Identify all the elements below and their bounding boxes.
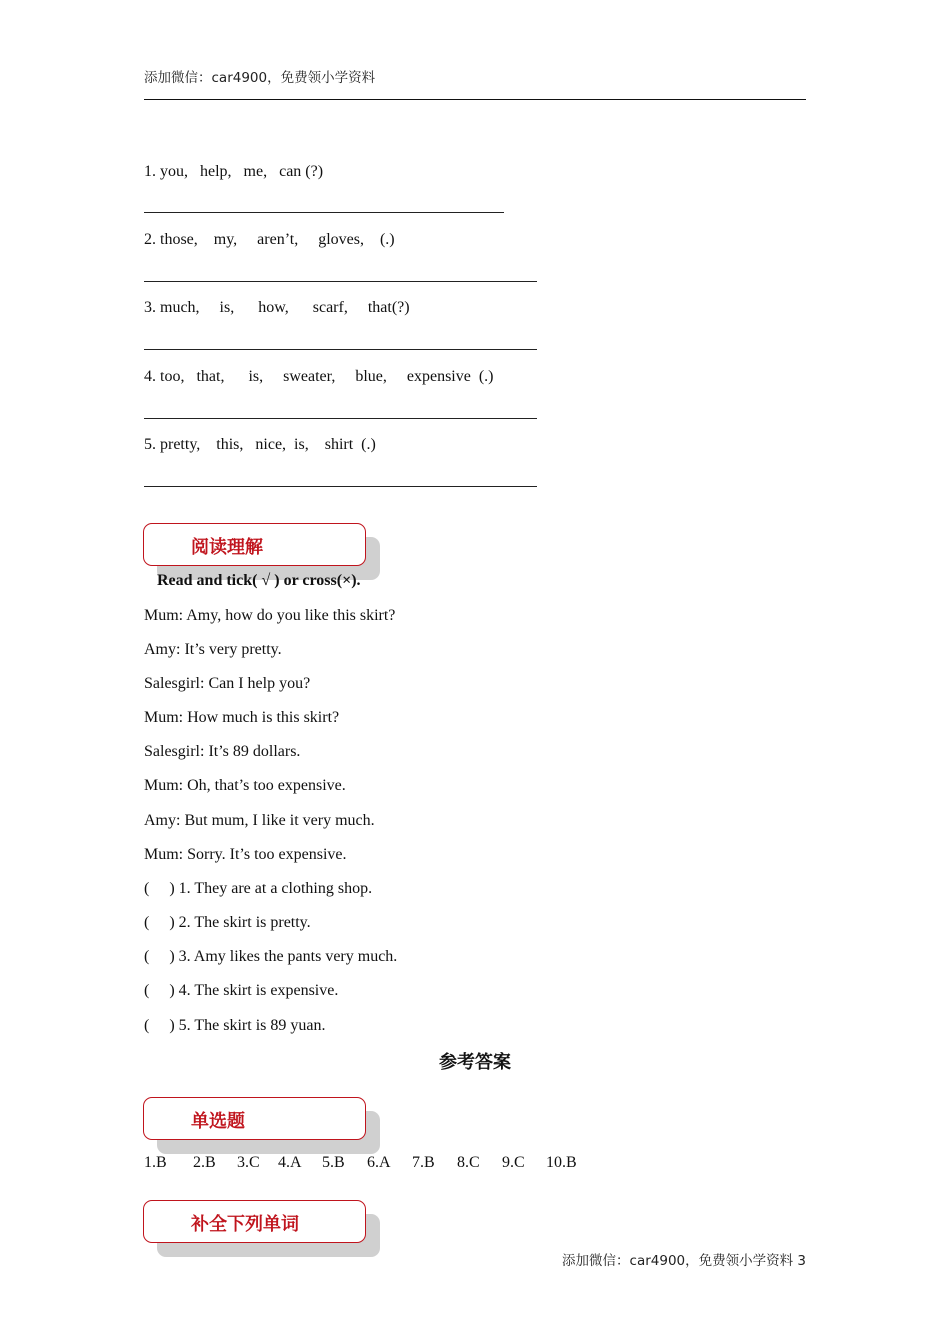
section-title-single-choice: 单选题 — [191, 1111, 245, 1132]
answer-item: 1.B — [144, 1154, 167, 1171]
ordering-item-2: 2. those, my, aren’t, gloves, (.) — [144, 231, 395, 248]
section-heading-single-choice — [143, 1097, 366, 1140]
answer-key-title: 参考答案 — [439, 1052, 511, 1073]
dialogue-line: Mum: Amy, how do you like this skirt? — [144, 607, 396, 624]
dialogue-line: Amy: It’s very pretty. — [144, 641, 282, 658]
section-title-reading: 阅读理解 — [191, 537, 263, 558]
answer-item: 2.B — [193, 1154, 216, 1171]
dialogue-line: Mum: How much is this skirt? — [144, 709, 340, 726]
answer-item: 7.B — [412, 1154, 435, 1171]
answer-blank-5[interactable] — [144, 486, 537, 487]
dialogue-line: Mum: Oh, that’s too expensive. — [144, 777, 346, 794]
ordering-item-5: 5. pretty, this, nice, is, shirt (.) — [144, 436, 376, 453]
ordering-item-3: 3. much, is, how, scarf, that(?) — [144, 299, 410, 316]
single-choice-answers — [144, 1154, 586, 1172]
answer-blank-1[interactable] — [144, 212, 504, 213]
question-item-2: ( ) 2. The skirt is pretty. — [144, 914, 311, 931]
header-divider — [144, 99, 806, 100]
answer-item: 10.B — [546, 1154, 577, 1171]
section-title-fill-words: 补全下列单词 — [191, 1214, 299, 1235]
question-item-5: ( ) 5. The skirt is 89 yuan. — [144, 1017, 326, 1034]
ordering-item-4: 4. too, that, is, sweater, blue, expensive (.) — [144, 368, 494, 385]
answer-item: 8.C — [457, 1154, 480, 1171]
answer-item: 6.A — [367, 1154, 391, 1171]
answer-item: 9.C — [502, 1154, 525, 1171]
answer-blank-4[interactable] — [144, 418, 537, 419]
dialogue-line: Salesgirl: It’s 89 dollars. — [144, 743, 301, 760]
question-item-1: ( ) 1. They are at a clothing shop. — [144, 880, 373, 897]
header-note: 添加微信：car4900，免费领小学资料 — [144, 70, 376, 86]
reading-instruction: Read and tick( √ ) or cross(×). — [157, 572, 361, 589]
answer-item: 4.A — [278, 1154, 302, 1171]
ordering-item-1: 1. you, help, me, can (?) — [144, 163, 324, 180]
answer-blank-2[interactable] — [144, 281, 537, 282]
dialogue-line: Salesgirl: Can I help you? — [144, 675, 311, 692]
footer-note: 添加微信：car4900，免费领小学资料 3 — [562, 1253, 806, 1269]
answer-item: 5.B — [322, 1154, 345, 1171]
answer-item: 3.C — [237, 1154, 260, 1171]
dialogue-line: Amy: But mum, I like it very much. — [144, 812, 375, 829]
question-item-3: ( ) 3. Amy likes the pants very much. — [144, 948, 398, 965]
section-heading-reading — [143, 523, 366, 566]
heading-box — [143, 1097, 366, 1140]
dialogue-line: Mum: Sorry. It’s too expensive. — [144, 846, 347, 863]
question-item-4: ( ) 4. The skirt is expensive. — [144, 982, 339, 999]
answer-blank-3[interactable] — [144, 349, 537, 350]
section-heading-fill-words — [143, 1200, 366, 1243]
